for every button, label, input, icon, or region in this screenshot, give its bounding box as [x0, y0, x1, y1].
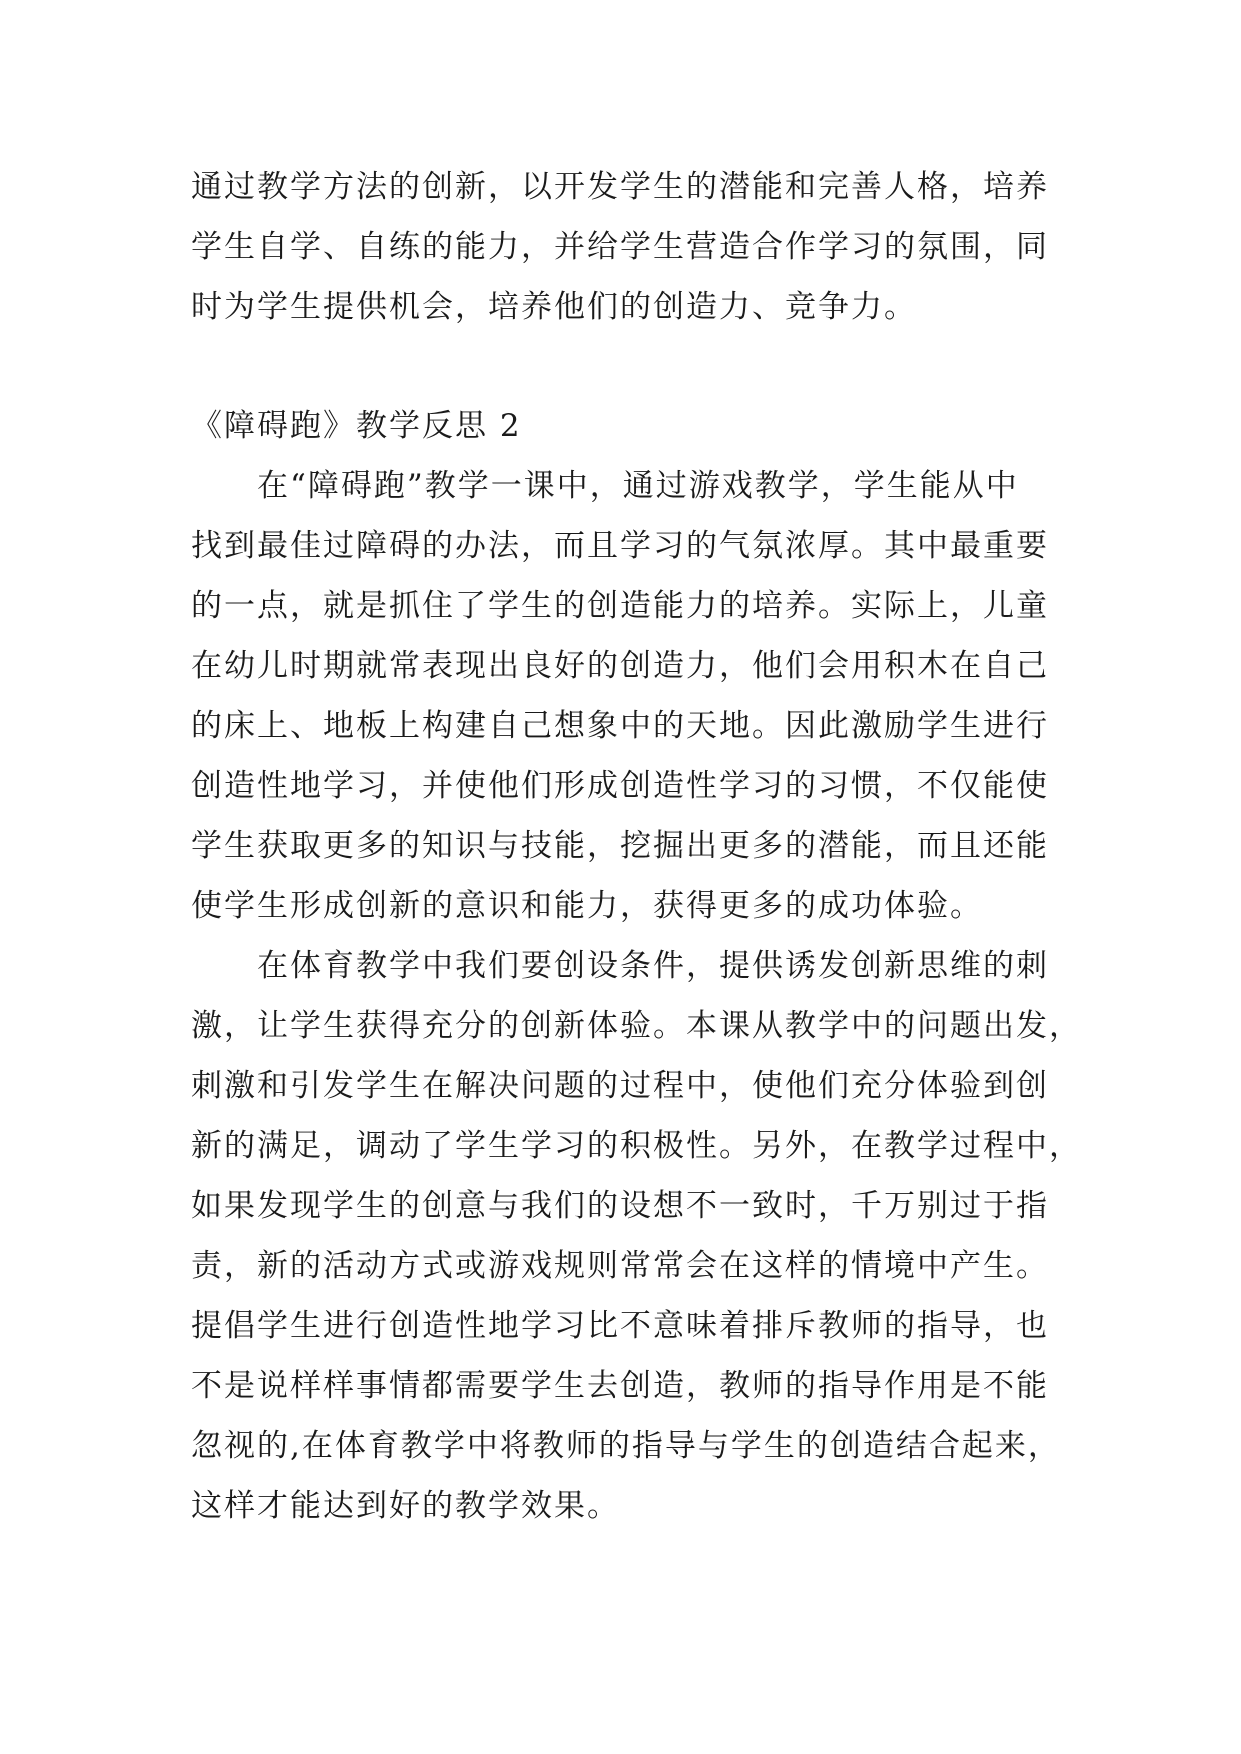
text-line: 刺激和引发学生在解决问题的过程中，使他们充分体验到创: [191, 1068, 1049, 1104]
text-line: 忽视的,在体育教学中将教师的指导与学生的创造结合起来，: [191, 1428, 1061, 1464]
text-line: 新的满足，调动了学生学习的积极性。另外，在教学过程中，: [191, 1128, 1082, 1164]
text-line: 学生自学、自练的能力，并给学生营造合作学习的氛围，同: [191, 229, 1049, 265]
text-line: 在“障碍跑”教学一课中，通过游戏教学，学生能从中: [257, 468, 1019, 504]
text-line: 的床上、地板上构建自己想象中的天地。因此激励学生进行: [191, 708, 1049, 744]
text-line: 在体育教学中我们要创设条件，提供诱发创新思维的刺: [257, 948, 1049, 984]
text-line: 学生获取更多的知识与技能，挖掘出更多的潜能，而且还能: [191, 828, 1049, 864]
paragraph-1: [191, 456, 1071, 936]
section-title: 《障碍跑》教学反思 2: [191, 408, 522, 444]
text-line: 如果发现学生的创意与我们的设想不一致时，千万别过于指: [191, 1188, 1049, 1224]
text-line: 找到最佳过障碍的办法，而且学习的气氛浓厚。其中最重要: [191, 528, 1049, 564]
text-line: 这样才能达到好的教学效果。: [191, 1488, 620, 1524]
text-line: 在幼儿时期就常表现出良好的创造力，他们会用积木在自己: [191, 648, 1049, 684]
intro-paragraph: [191, 157, 1071, 337]
text-line: 激，让学生获得充分的创新体验。本课从教学中的问题出发，: [191, 1008, 1082, 1044]
paragraph-2: [191, 936, 1082, 1536]
text-line: 通过教学方法的创新，以开发学生的潜能和完善人格，培养: [191, 169, 1049, 205]
text-line: 不是说样样事情都需要学生去创造，教师的指导作用是不能: [191, 1368, 1049, 1404]
text-line: 使学生形成创新的意识和能力，获得更多的成功体验。: [191, 888, 983, 924]
text-line: 提倡学生进行创造性地学习比不意味着排斥教师的指导，也: [191, 1308, 1049, 1344]
text-line: 责，新的活动方式或游戏规则常常会在这样的情境中产生。: [191, 1248, 1049, 1284]
text-line: 的一点，就是抓住了学生的创造能力的培养。实际上，儿童: [191, 588, 1049, 624]
text-line: 时为学生提供机会，培养他们的创造力、竞争力。: [191, 289, 917, 325]
text-line: 创造性地学习，并使他们形成创造性学习的习惯，不仅能使: [191, 768, 1049, 804]
